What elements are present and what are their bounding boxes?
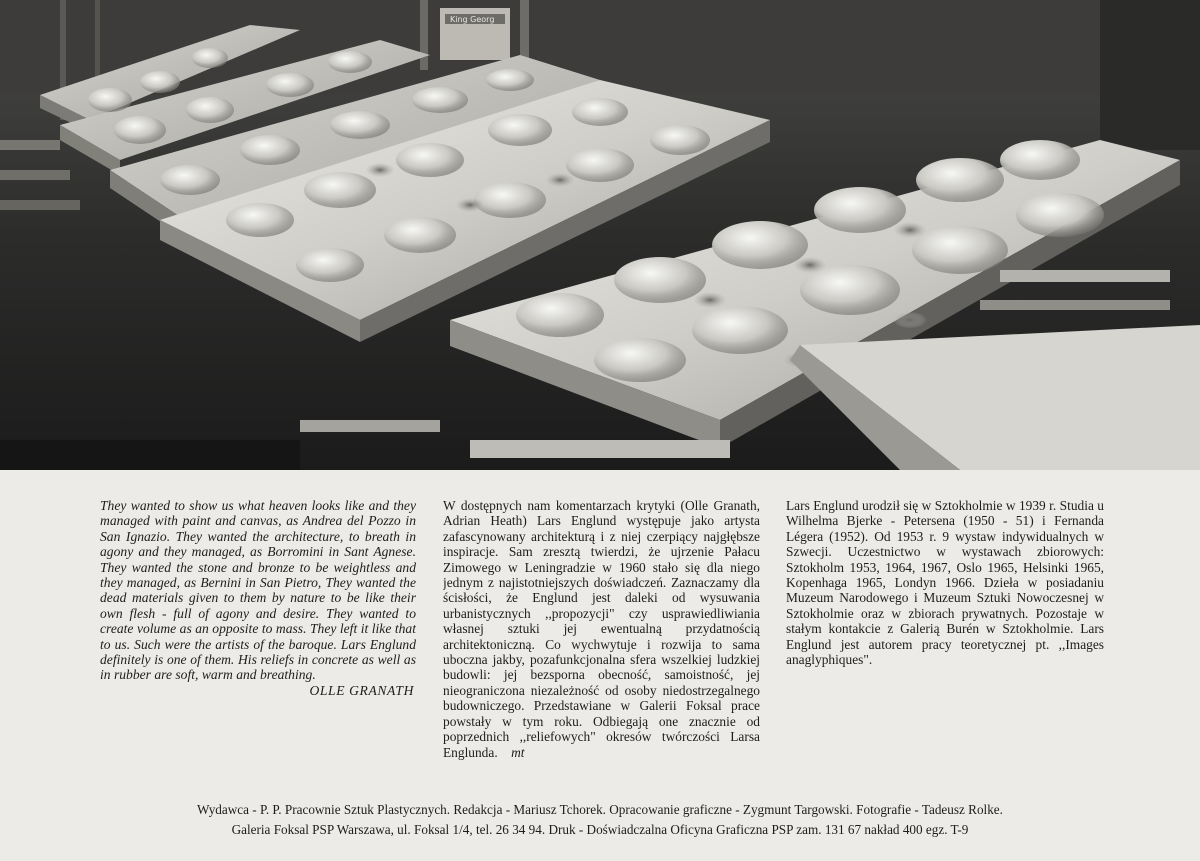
polish-critique-body: W dostępnych nam komentarzach krytyki (Olle Granath, Adrian Heath) Lars Englund występuje jako artysta zafascynowany architekturą i z niej czerpiący najgłębsze inspiracje. Sam zresztą twierdzi, że ujrzenie Pałacu Zimowego w Leningradzie w 1960 stało się dla niego jednym z najistotniejszych doświadczeń. Zaznaczamy dla ścisłości, że Englund jest daleki od wysuwania urbanistycznych ,,propozycji" czy usprawiedliwiania własnej sztuki jej ewentualną przydatnością architektoniczną. Co wychwytuje i rozwija to sama uboczna jakby, pozafunkcjonalna sfera wszelkiej ludzkiej budowli: jej bezsporna obecność, samoistność, jej nieograniczona niezależność od osoby niedostrzegalnego budowniczego. Przedstawiane w Galerii Foksal prace powstały w tym roku. Odbiegają one znacznie od poprzednich ,,reliefowych" okresów twórczości Larsa Englunda. (443, 498, 760, 760)
polish-column-biography (786, 498, 1104, 667)
svg-text:King Georg: King Georg (450, 15, 495, 24)
polish-column-critique (443, 498, 760, 760)
polish-critique-text (443, 498, 760, 760)
polish-biography-text: Lars Englund urodził się w Sztokholmie w 1939 r. Studia u Wilhelma Bjerke - Petersena (1950 - 51) i Fernanda Légera (1952). Od 1953 r. 9 wystaw indywidualnych w Szwecji. Uczestnictwo w wystawach zbiorowych: Sztokholm 1953, 1964, 1967, Oslo 1965, Helsinki 1965, Kopenhaga 1965, Londyn 1966. Dzieła w posiadaniu Muzeum Narodowego i Muzeum Sztuki Nowoczesnej w Sztokholmie oraz w zbiorach prywatnych. Pozostaje w stałym kontakcie z Galerią Burén w Sztokholmie. Lars Englund jest autorem pracy teoretycznej pt. ,,Images anaglyphiques". (786, 498, 1104, 668)
author-initials: mt (511, 744, 525, 760)
english-column (100, 498, 416, 698)
colophon-line-2: Galeria Foksal PSP Warszawa, ul. Foksal 1/4, tel. 26 34 94. Druk - Doświadczalna Oficyna Graficzna PSP zam. 131 67 nakład 400 egz. T-9 (231, 822, 969, 837)
author-signature: OLLE GRANATH (309, 682, 414, 698)
colophon-line-1: Wydawca - P. P. Pracownie Sztuk Plastycznych. Redakcja - Mariusz Tchorek. Opracowanie graficzne - Zygmunt Targowski. Fotografie - Tadeusz Rolke. (197, 802, 1003, 817)
english-text: They wanted to show us what heaven looks like and they managed with paint and canvas, as Andrea del Pozzo in San Ignazio. They wanted the architecture, to breath in agony and they managed, as Borromini in Sant Agnese. They wanted the stone and bronze to be weightless and they managed, as Bernini in San Pietro, They wanted the dead materials given to them by nature to be like their own flesh - full of agony and desire. They wanted to create volume as an opposite to mass. They left it like that to us. Such were the artists of the baroque. Lars Englund definitely is one of them. His reliefs in concrete as well as in rubber are soft, warm and breathing. (100, 498, 416, 683)
colophon (100, 800, 1100, 840)
